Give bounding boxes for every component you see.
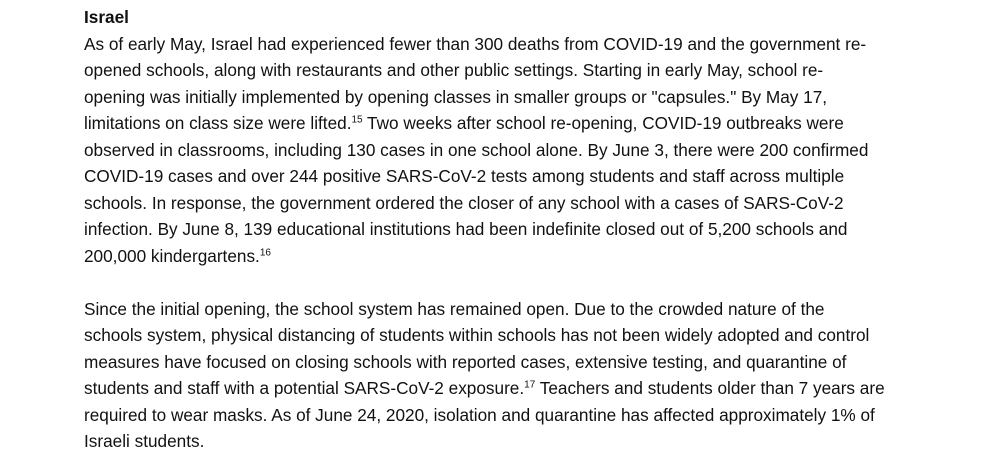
section-heading: Israel [84, 7, 129, 27]
text-segment: Two weeks after school re-opening, COVID-19 outbreaks were [362, 113, 844, 133]
text-segment: limitations on class size were lifted. [84, 113, 352, 133]
text-segment: students and staff with a potential SARS-CoV-2 exposure. [84, 378, 525, 398]
text-line: measures have focused on closing schools with reported cases, extensive testing, and quarantine of [84, 351, 847, 372]
text-segment: Teachers and students older than 7 years are [535, 378, 885, 398]
text-line: schools system, physical distancing of students within schools has not been widely adopted and control [84, 325, 870, 345]
text-line: opening was initially implemented by opening classes in smaller groups or "capsules." By May 17, [84, 86, 828, 107]
text-line: schools. In response, the government ordered the closer of any school with a cases of SARS-CoV-2 [84, 192, 844, 213]
text-line: opened schools, along with restaurants and other public settings. Starting in early May, school re- [84, 60, 824, 80]
footnote-ref-15: 15 [351, 114, 363, 126]
text-line: Israeli students. [84, 431, 205, 451]
text-line: COVID-19 cases and over 244 positive SARS-CoV-2 tests among students and staff across multiple [84, 166, 845, 186]
paragraph-2 [84, 296, 984, 455]
paragraph-1 [84, 31, 984, 270]
text-line [84, 110, 984, 137]
text-line: Since the initial opening, the school system has remained open. Due to the crowded nature of the [84, 298, 825, 319]
text-line: As of early May, Israel had experienced fewer than 300 deaths from COVID-19 and the government re- [84, 33, 867, 54]
paragraph-spacer [84, 269, 984, 296]
text-line: required to wear masks. As of June 24, 2020, isolation and quarantine has affected approximately 1% of [84, 404, 875, 425]
text-line [84, 243, 984, 270]
text-line: infection. By June 8, 139 educational institutions had been indefinite closed out of 5,200 schools and [84, 219, 848, 239]
text-line [84, 375, 984, 402]
footnote-ref-16: 16 [259, 246, 271, 258]
text-segment: 200,000 kindergartens. [84, 245, 260, 266]
footnote-ref-17: 17 [524, 379, 536, 391]
text-line: observed in classrooms, including 130 cases in one school alone. By June 3, there were 200 confirmed [84, 139, 869, 160]
document-page [84, 4, 984, 455]
